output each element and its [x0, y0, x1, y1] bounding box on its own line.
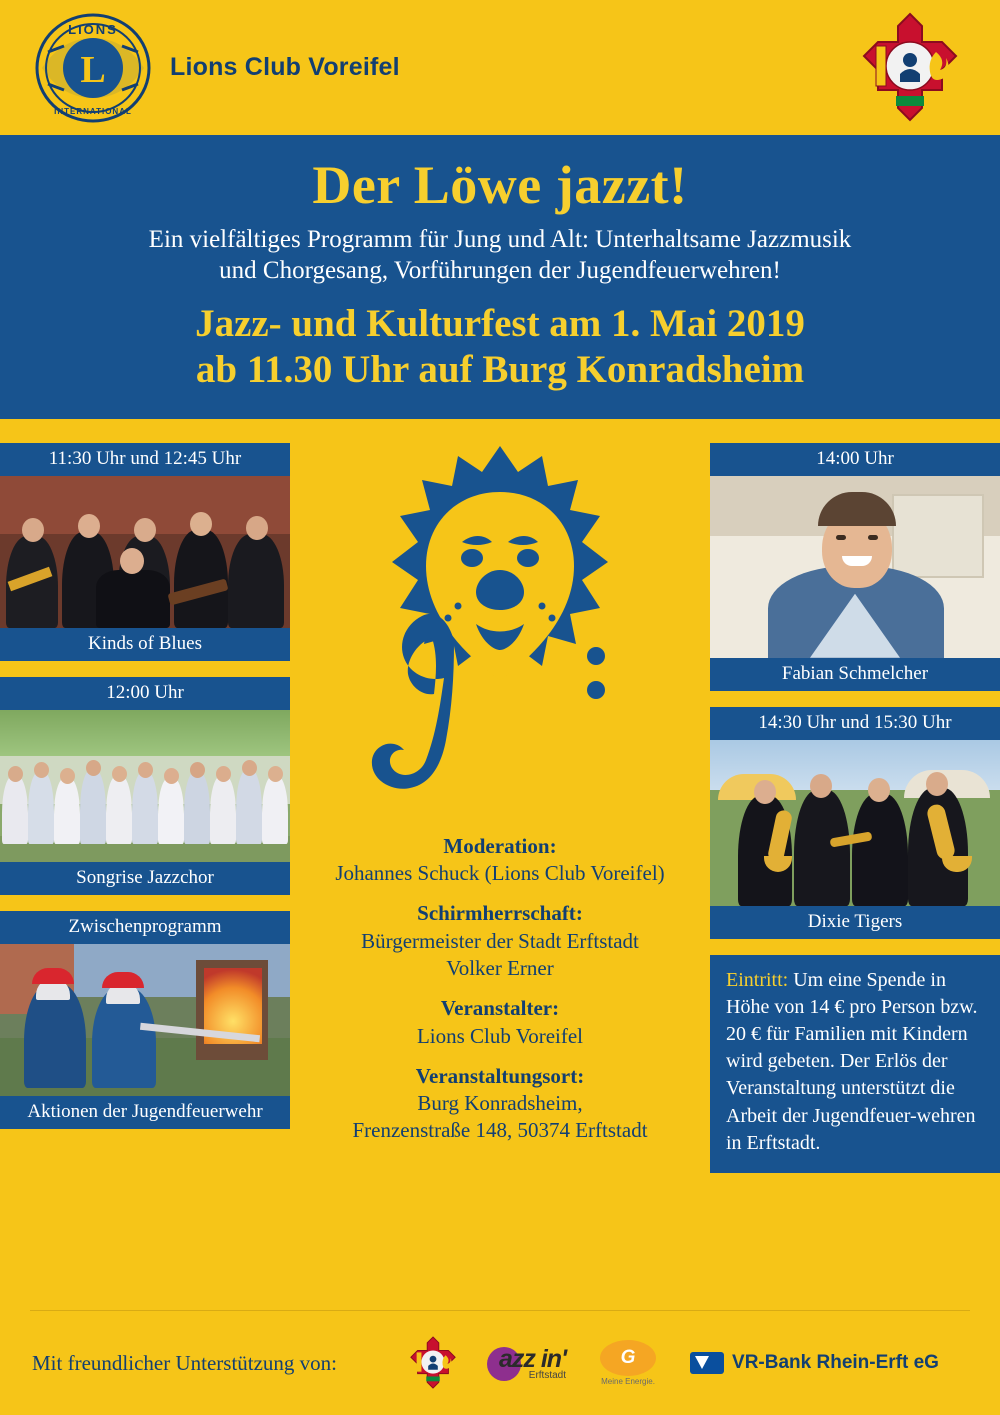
poster-footer [0, 1311, 1000, 1415]
svg-text:LIONS: LIONS [68, 21, 118, 37]
youth-firefighters-photo [0, 944, 290, 1096]
lion-clef-illustration [296, 433, 704, 833]
vr-bank-wordmark: VR-Bank Rhein-Erft eG [732, 1352, 939, 1373]
colon: : [552, 996, 560, 1021]
jazzin-wordmark: azz in' [499, 1345, 567, 1373]
dixie-band-photo [710, 740, 1000, 906]
vr-bank-logo [690, 1352, 939, 1374]
admission-box [710, 955, 1000, 1173]
jugendfeuerwehr-logo-footer [407, 1335, 459, 1391]
gvg-logo [600, 1340, 656, 1386]
programme-name: Kinds of Blues [0, 628, 290, 661]
vr-bank-mark-icon [690, 1352, 724, 1374]
programme-card [0, 677, 290, 895]
programme-time: 14:00 Uhr [710, 443, 1000, 476]
info-organiser-value: Lions Club Voreifel [416, 1023, 584, 1048]
main-content [0, 419, 1000, 1223]
programme-name: Songrise Jazzchor [0, 862, 290, 895]
event-info [296, 833, 704, 1145]
programme-card [0, 443, 290, 661]
info-venue-value-line-2: Frenzenstraße 148, 50374 Erftstadt [352, 1118, 648, 1143]
info-patronage-label: Schirmherrschaft [417, 901, 576, 926]
jugendfeuerwehr-logo-header [856, 12, 964, 124]
poster-header [0, 0, 1000, 135]
info-organiser [296, 995, 704, 1050]
programme-card [710, 707, 1000, 939]
programme-name: Fabian Schmelcher [710, 658, 1000, 691]
organisation-name: Lions Club Voreifel [170, 53, 400, 81]
info-patronage-value-line-2: Volker Erner [446, 955, 554, 980]
main-title: Der Löwe jazzt! [312, 155, 688, 215]
subtitle-line-2: und Chorgesang, Vorführungen der Jugendfeuerwehren! [219, 257, 781, 285]
admission-label: Eintritt: [726, 968, 789, 991]
programme-time: 11:30 Uhr und 12:45 Uhr [0, 443, 290, 476]
svg-text:L: L [80, 48, 106, 91]
info-venue-value-line-1: Burg Konradsheim, [417, 1091, 583, 1116]
colon: : [549, 833, 557, 858]
info-organiser-label: Veranstalter [440, 996, 553, 1021]
jazzin-erftstadt-logo [493, 1345, 566, 1381]
info-patronage [296, 900, 704, 982]
sponsor-logos [407, 1335, 939, 1391]
programme-time: Zwischenprogramm [0, 911, 290, 944]
info-moderation-label: Moderation [443, 833, 550, 858]
programme-name: Dixie Tigers [710, 906, 1000, 939]
colon: : [575, 901, 583, 926]
band-photo [0, 476, 290, 628]
admission-text: Um eine Spende in Höhe von 14 € pro Person bzw. 20 € für Familien mit Kindern wird gebeten. Der Erlös der Veranstaltung unterstützt die Arbeit der Jugendfeuer-wehren in Erftstadt. [726, 968, 978, 1154]
info-venue [296, 1063, 704, 1145]
info-moderation [296, 833, 704, 888]
portrait-photo [710, 476, 1000, 658]
gvg-wordmark: G [600, 1340, 656, 1376]
programme-card [0, 911, 290, 1129]
programme-time: 12:00 Uhr [0, 677, 290, 710]
title-block [0, 135, 1000, 419]
info-venue-label: Veranstaltungsort [415, 1063, 578, 1088]
event-date-line: Jazz- und Kulturfest am 1. Mai 2019 [195, 301, 805, 345]
jazzin-subline: Erftstadt [528, 1370, 567, 1381]
colon: : [577, 1063, 585, 1088]
programme-time: 14:30 Uhr und 15:30 Uhr [710, 707, 1000, 740]
event-time-venue-line: ab 11.30 Uhr auf Burg Konradsheim [195, 347, 805, 391]
info-moderation-value: Johannes Schuck (Lions Club Voreifel) [335, 861, 665, 886]
svg-text:INTERNATIONAL: INTERNATIONAL [54, 106, 132, 116]
gvg-subline: Meine Energie. [601, 1377, 655, 1386]
support-text: Mit freundlicher Unterstützung von: [32, 1350, 338, 1375]
choir-photo [0, 710, 290, 862]
subtitle-line-1: Ein vielfältiges Programm für Jung und Alt: Unterhaltsame Jazzmusik [148, 225, 852, 253]
programme-name: Aktionen der Jugendfeuerwehr [0, 1096, 290, 1129]
center-column [296, 433, 704, 1223]
programme-left-column [0, 443, 290, 1145]
programme-card [710, 443, 1000, 691]
info-patronage-value-line-1: Bürgermeister der Stadt Erftstadt [361, 928, 639, 953]
lions-club-logo [34, 12, 152, 124]
programme-right-column [710, 443, 1000, 1173]
